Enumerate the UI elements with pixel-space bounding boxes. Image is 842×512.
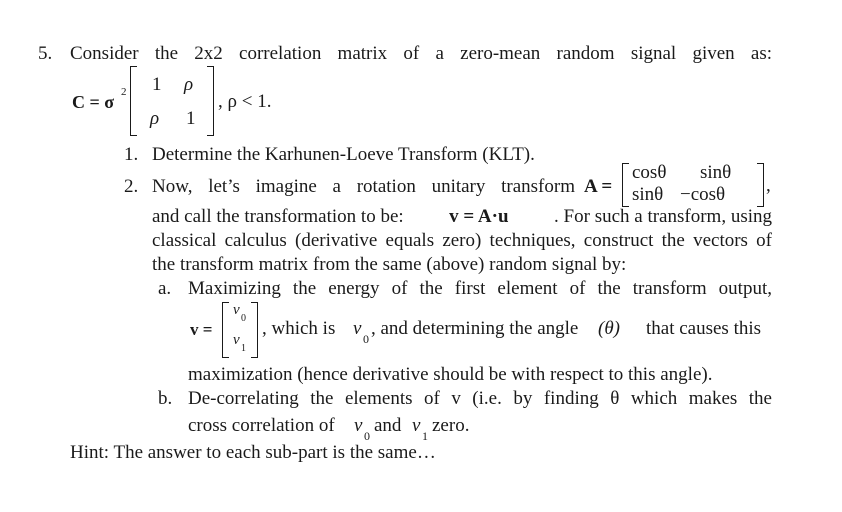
matrix-a-21: sinθ [632, 184, 664, 205]
sub-b-label: b. [158, 388, 173, 409]
sigma-exponent: 2 [121, 86, 127, 98]
vector-v-1: v [233, 332, 240, 348]
matrix-c-lhs: C = σ [72, 92, 115, 112]
problem-intro: Consider the 2x2 correlation matrix of a zero-mean random signal given as: [70, 43, 772, 64]
item-2-text-b [152, 205, 772, 229]
item-2-number: 2. [124, 176, 139, 197]
sub-b-v1: v [412, 415, 421, 436]
matrix-c-condition: , ρ < 1. [218, 91, 272, 112]
item-2-text-c: classical calculus (derivative equals zero) techniques, construct the vectors of [152, 230, 772, 251]
vector-v-lhs: v = [190, 320, 213, 339]
sub-a-mid-1: , which is [262, 318, 336, 339]
sub-a-v0: v [353, 318, 362, 339]
sub-b-text: De-correlating the elements of v (i.e. by finding θ which makes the [188, 388, 772, 409]
sub-a-mid-2: , and determining the angle [371, 318, 579, 339]
sub-a-text: Maximizing the energy of the first element of the transform output, [188, 278, 772, 299]
item-2-text-a: Now, let’s imagine a rotation unitary transform [152, 176, 575, 197]
sub-a-theta: (θ) [598, 318, 620, 339]
sub-a-end: that causes this [646, 318, 762, 339]
sub-b-text-2-pre: cross correlation of [188, 415, 335, 436]
item-2-text-d: the transform matrix from the same (above) random signal by: [152, 254, 627, 275]
hint-text: Hint: The answer to each sub-part is the same… [70, 442, 436, 463]
sub-b-v0-subscript: 0 [364, 429, 370, 443]
vector-v-1-subscript: 1 [241, 343, 246, 354]
matrix-a-lhs: A = [584, 176, 613, 197]
matrix-c-12: ρ [184, 74, 194, 95]
matrix-a-comma: , [766, 175, 771, 196]
item-2-text-b-post: . For such a transform, using [554, 206, 772, 227]
vector-v-0-subscript: 0 [241, 313, 246, 324]
problem-number: 5. [38, 43, 53, 64]
sub-a-v0-subscript: 0 [363, 332, 369, 346]
sub-b-and: and [374, 415, 402, 436]
vector-v-bracket [222, 302, 258, 358]
matrix-a-12: sinθ [700, 162, 732, 183]
item-1-text: Determine the Karhunen-Loeve Transform (KLT). [152, 144, 535, 165]
sub-b-v1-subscript: 1 [422, 429, 428, 443]
sub-a-text-2: maximization (hence derivative should be with respect to this angle). [188, 364, 713, 385]
matrix-c-21: ρ [150, 108, 160, 129]
item-1-number: 1. [124, 144, 139, 165]
vector-v-0: v [233, 302, 240, 318]
matrix-c-22: 1 [186, 108, 196, 129]
item-2-text-b-pre: and call the transformation to be: [152, 206, 404, 227]
matrix-a-22: −cosθ [680, 184, 726, 205]
transform-equation: v = A·u [449, 206, 509, 227]
matrix-c-bracket [130, 66, 214, 136]
sub-b-text-2-post: zero. [432, 415, 470, 436]
matrix-a-11: cosθ [632, 162, 667, 183]
sub-a-label: a. [158, 278, 172, 299]
matrix-c-11: 1 [152, 74, 162, 95]
sub-b-v0: v [354, 415, 363, 436]
